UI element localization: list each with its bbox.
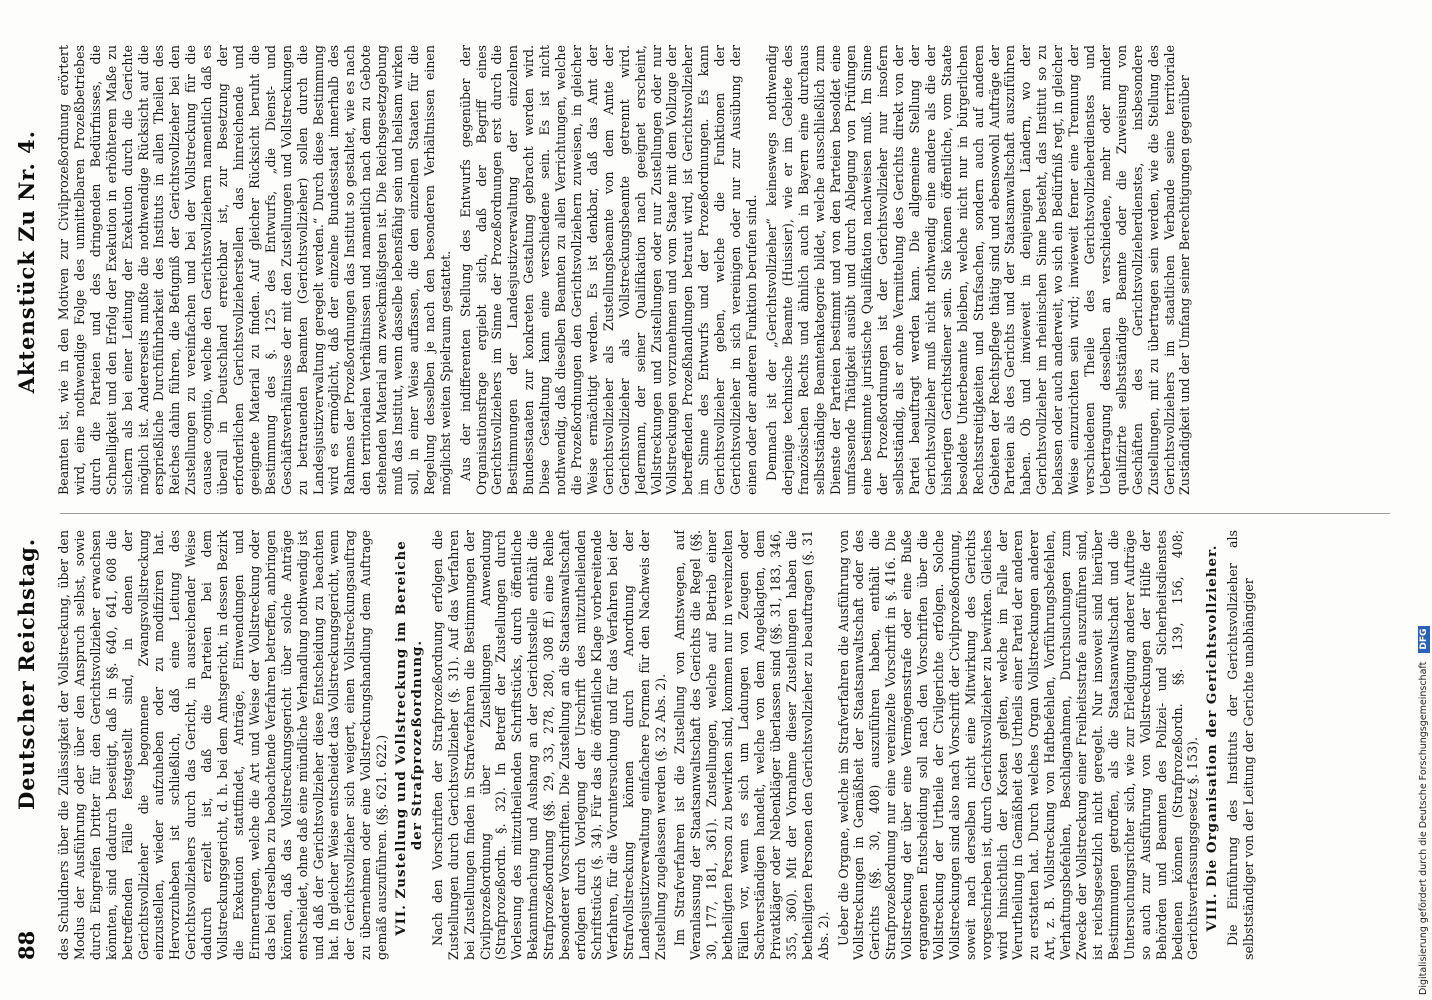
right-paragraph-1: Beamten ist, wie in den Motiven zur Civilprozeßordnung erörtert wird, eine nothwendige Folge des unmittelbaren Prozeßbetriebes durch die Parteien und des dringenden Bedürfnisses, die Schnelligkeit und den Erfolg der Exekution in erhöhterem Maße zu sichern als bei einer Leitung der Exekution durch die Gerichte möglich ist. Andererseits mußte die nothwendige Rücksicht auf die ersprießliche Durchführbarkeit des Instituts in allen Theilen des Reiches dahin führen, die Befugniß der Gerichtsvollzieher bei den Zustellungen zu vereinfachen und bei der Vollstreckung für die causae cognitio, welche den Gerichtsvollziehern namentlich daß es überall in Deutschland erreichbar ist, zur Besetzung der erforderlichen Gerichtsvollzieherstellen das hinreichende und geeignete Material zu finden. Auf gleicher Rücksicht beruht die Bestimmung des §. 125 des Entwurfs, „die Dienst- und Geschäftsverhältnisse der mit den Zustellungen und Vollstreckungen zu betrauenden Beamten (Gerichtsvollzieher) sollen durch die Landesjustizverwaltung geregelt werden.“ Durch diese Bestimmung wird es ermöglicht, daß der einzelne Bundesstaat innerhalb des Rahmens der Prozeßordnungen das Institut so gestaltet, wie es nach den territorialen Verhältnissen und namentlich nach dem zu Gebote stehenden Material am zweckmäßigsten ist. Die Reichsgesetzgebung muß das Institut, wenn dasselbe lebensfähig sein und heilsam wirken soll, in einer Weise auffassen, die den einzelnen Staaten für die Regelung desselben je nach den besonderen Verhältnissen einen möglichst weiten Spielraum gestattet. xyxy=(56,45,453,495)
right-running-head: Aktenstück Zu Nr. 4. xyxy=(14,130,39,394)
column-divider xyxy=(60,513,1390,514)
left-paragraph-2: Nach den Vorschriften der Strafprozeßordnung erfolgen die Zustellungen durch Gerichtsvollzieher (§. 31). Auf das Verfahren bei Zustellungen finden in Strafverfahren die Bestimmungen der Civilprozeßordnung über Zustellungen Anwendung (Strafprozeßordn. §. 32). In Betreff der Zustellungen durch Vorlesung des mitzutheilenden Schriftstücks, durch öffentliche Bekanntmachung und Aushang an der Gerichtsstelle enthält die Strafprozeßordnung (§§. 29, 33, 278, 280, 308 ff.) eine Reihe besonderer Vorschriften. Die Zustellung an die Staatsanwaltschaft erfolgen durch Vorlegung der Urschrift des mitzutheilenden Schriftstücks (§. 34). Für das die öffentliche Klage vorbereitende Verfahren, für die Voruntersuchung und für das Verfahren bei der Strafvollstreckung können durch Anordnung der Landesjustizverwaltung einfachere Formen für den Nachweis der Zustellung zugelassen werden (§. 32 Abs. 2). xyxy=(429,530,668,960)
left-paragraph-1: des Schuldners über die Zulässigkeit der Vollstreckung, über den Modus der Ausführung oder über den Anspruch selbst, sowie durch Eingreifen Dritter für den Gerichtsvollzieher erwachsen könnten, sind dadurch beseitigt, daß in §§. 640, 641, 608 die betreffenden Fälle festgestellt sind, in denen der Gerichtsvollzieher die begonnene Zwangsvollstreckung einzustellen, wieder aufzuheben oder zu modifiziren hat. Hervorzuheben ist schließlich, daß eine Leitung des Gerichtsvollziehers durch das Gericht, in ausreichender Weise dadurch erzielt ist, daß die Parteien bei dem Vollstreckungsgericht, d. h. bei dem Amtsgericht, in dessen Bezirk die Exekution stattfindet, Anträge, Einwendungen und Erinnerungen, welche die Art und Weise der Vollstreckung oder das bei derselben zu beobachtende Verfahren betreffen, anbringen können, daß das Vollstreckungsgericht über solche Anträge entscheidet, ohne daß eine mündliche Verhandlung nothwendig ist und daß der Gerichtsvollzieher diese Entscheidung zu beachten hat. In gleicher Weise entscheidet das Vollstreckungsgericht, wenn der Gerichtsvollzieher sich weigert, einen Vollstreckungsauftrag zu übernehmen oder eine Vollstreckungshandlung dem Auftrage gemäß auszuführen. (§§. 621. 622.) xyxy=(56,530,390,960)
page-header xyxy=(14,40,48,960)
page-number: 88 xyxy=(14,930,39,960)
right-column xyxy=(56,45,1396,495)
right-paragraph-3: Demnach ist der „Gerichtsvollzieher“ keineswegs nothwendig derjenige technische Beamte (Huissier), wie er im Gebiete des französischen Rechts und ähnlich auch in Bayern eine durchaus selbstständige Beamtenkategorie bildet, welche ausschließlich zum Dienste der Parteien bestimmt und von den Parteien besoldet eine umfassende Thätigkeit ausübt und durch Ablegung von Prüfungen eine bestimmte juristische Qualifikation nachweisen muß. Im Sinne der Prozeßordnungen ist der Gerichtsvollzieher nur insofern selbstständig, als er ohne Vermittelung des Gerichts direkt von der Partei beauftragt werden kann. Die allgemeine Stellung der Gerichtsvollzieher muß nicht nothwendig eine andere als die der bisherigen Gerichtsdiener sein. Sie können öffentliche, vom Staate besoldete Unterbeamte bleiben, welche nicht nur in bürgerlichen Rechtsstreitigkeiten und Strafsachen, sondern auch auf anderen Gebieten der Rechtspflege thätig sind und ebensowohl Aufträge der Parteien als des Gerichts und der Staatsanwaltschaft auszuführen haben. Ob und inwieweit in denjenigen Ländern, wo der Gerichtsvollzieher im rheinischen Sinne besteht, das Institut so zu belassen oder auch anderweit, wo sich ein Bedürfniß regt, in gleicher Weise einzurichten sein wird; inwieweit ferner eine Trennung der verschiedenen Theile des Gerichtsvollzieherdienstes und Uebertragung desselben an verschiedene, mehr oder minder qualifizirte selbstständige Beamte oder die Zuweisung von Geschäften des Gerichtsvollzieherdienstes, insbesondere Zustellungen, mit zu übertragen sein werden, wie die Stellung des Gerichtsvollziehers im staatlichen Verbande seine territoriale Zuständigkeit und der Umfang seiner Berechtigungen gegenüber xyxy=(763,45,1193,495)
left-paragraph-5: Die Einführung des Instituts der Gerichtsvollzieher als selbstständiger von der Leitung der Gerichte unabhängiger xyxy=(1225,530,1257,960)
credit-text: Digitalisierung gefördert durch die Deutsche Forschungsgemeinschaft xyxy=(1418,661,1429,995)
left-paragraph-3: Im Strafverfahren ist die Zustellung von Amtswegen, auf Veranlassung der Staatsanwaltschaft des Gerichts die Regel (§§. 30, 177, 181, 361). Zustellungen, welche auf Betrieb einer betheiligten Person zu bewirken sind, kommen nur in vereinzelten Fällen vor, wenn es sich um Ladungen von Zeugen oder Sachverständigen handelt, welche von dem Angeklagten, dem Privatkläger oder Nebenkläger überlassen sind (§§. 31, 183, 346, 355, 360). Mit der Vornahme dieser Zustellungen haben die betheiligten Personen den Gerichtsvollzieher zu beauftragen (§. 31 Abs. 2). xyxy=(672,530,831,960)
section-heading-viii: VIII. Die Organisation der Gerichtsvollzieher. xyxy=(1204,544,1221,932)
dfg-logo-badge: DFG xyxy=(1418,626,1430,653)
right-paragraph-2: Aus der indifferenten Stellung des Entwurfs gegenüber der Organisationsfrage ergiebt sich, daß der Begriff eines Gerichtsvollziehers im Sinne der Prozeßordnungen erst durch die Bestimmungen der Landesjustizverwaltung der einzelnen Bundesstaaten zur konkreten Gestaltung gebracht werden wird. Diese Gestaltung kann eine verschiedene sein. Es ist nicht nothwendig, daß dieselben Beamten zu allen Verrichtungen, welche die Prozeßordnungen den Gerichtsvollziehern zuweisen, in gleicher Weise ermächtigt werden. Es ist denkbar, daß das Amt der Gerichtsvollzieher als Zustellungsbeamte von dem Amte der Gerichtsvollzieher als Vollstreckungsbeamte getrennt wird. Jedermann, der seiner Qualifikation nach geeignet erscheint, Vollstreckungen und Zustellungen oder nur Zustellungen oder nur Vollstreckungen vorzunehmen und vom Staate mit dem Vollzuge der betreffenden Prozeßhandlungen betraut wird, ist Gerichtsvollzieher im Sinne des Entwurfs und der Prozeßordnungen. Es kann Gerichtsvollzieher geben, welche die Funktionen der Gerichtsvollzieher in sich vereinigen oder nur zur Ausübung der einen oder der anderen Funktion berufen sind. xyxy=(457,45,759,495)
section-heading-vii: VII. Zustellung und Vollstreckung im Bereiche der Strafprozeßordnung. xyxy=(393,540,425,936)
left-paragraph-4: Ueber die Organe, welche im Strafverfahren die Ausführung von Vollstreckungen in Gemäßheit der Staatsanwaltschaft oder des Gerichts (§§. 30, 408) auszuführen haben, enthält die Strafprozeßordnung nur eine vereinzelte Vorschrift in §. 416. Die Vollstreckung der über eine Vermögensstrafe oder eine Buße ergangenen Entscheidung soll nach den Vorschriften über die Vollstreckung der Urtheile der Civilgerichte erfolgen. Solche Vollstreckungen sind also nach Vorschrift der Civilprozeßordnung, soweit nach derselben nicht eine Mitwirkung des Gerichts vorgeschrieben ist, durch Gerichtsvollzieher zu bewirken. Gleiches wird hinsichtlich der Kosten gelten, welche im Falle der Verurtheilung in Gemäßheit des Urtheils einer Partei der anderen zu erstatten hat. Durch welches Organ Vollstreckungen anderer Art, z. B. Vollstreckung von Haftbefehlen, Vorführungsbefehlen, Verhaftungsbefehlen, Beschlagnahmen, Durchsuchungen zum Zwecke der Vollstreckung einer Freiheitsstrafe auszuführen sind, ist reichsgesetzlich nicht geregelt. Nur insoweit sind hierüber Bestimmungen getroffen, als die Staatsanwaltschaft und die Untersuchungsrichter sich, wie zur Erledigung anderer Aufträge so auch zur Ausführung von Vollstreckungen der Hülfe der Behörden und Beamten des Polizei- und Sicherheitsdienstes bedienen können (Strafprozeßordn. §§. 139, 156, 408; Gerichtsverfassungsgesetz §. 153). xyxy=(835,530,1201,960)
left-running-head: Deutscher Reichstag. xyxy=(14,537,39,810)
digitization-credit xyxy=(1418,5,1430,995)
left-column xyxy=(56,530,1396,960)
